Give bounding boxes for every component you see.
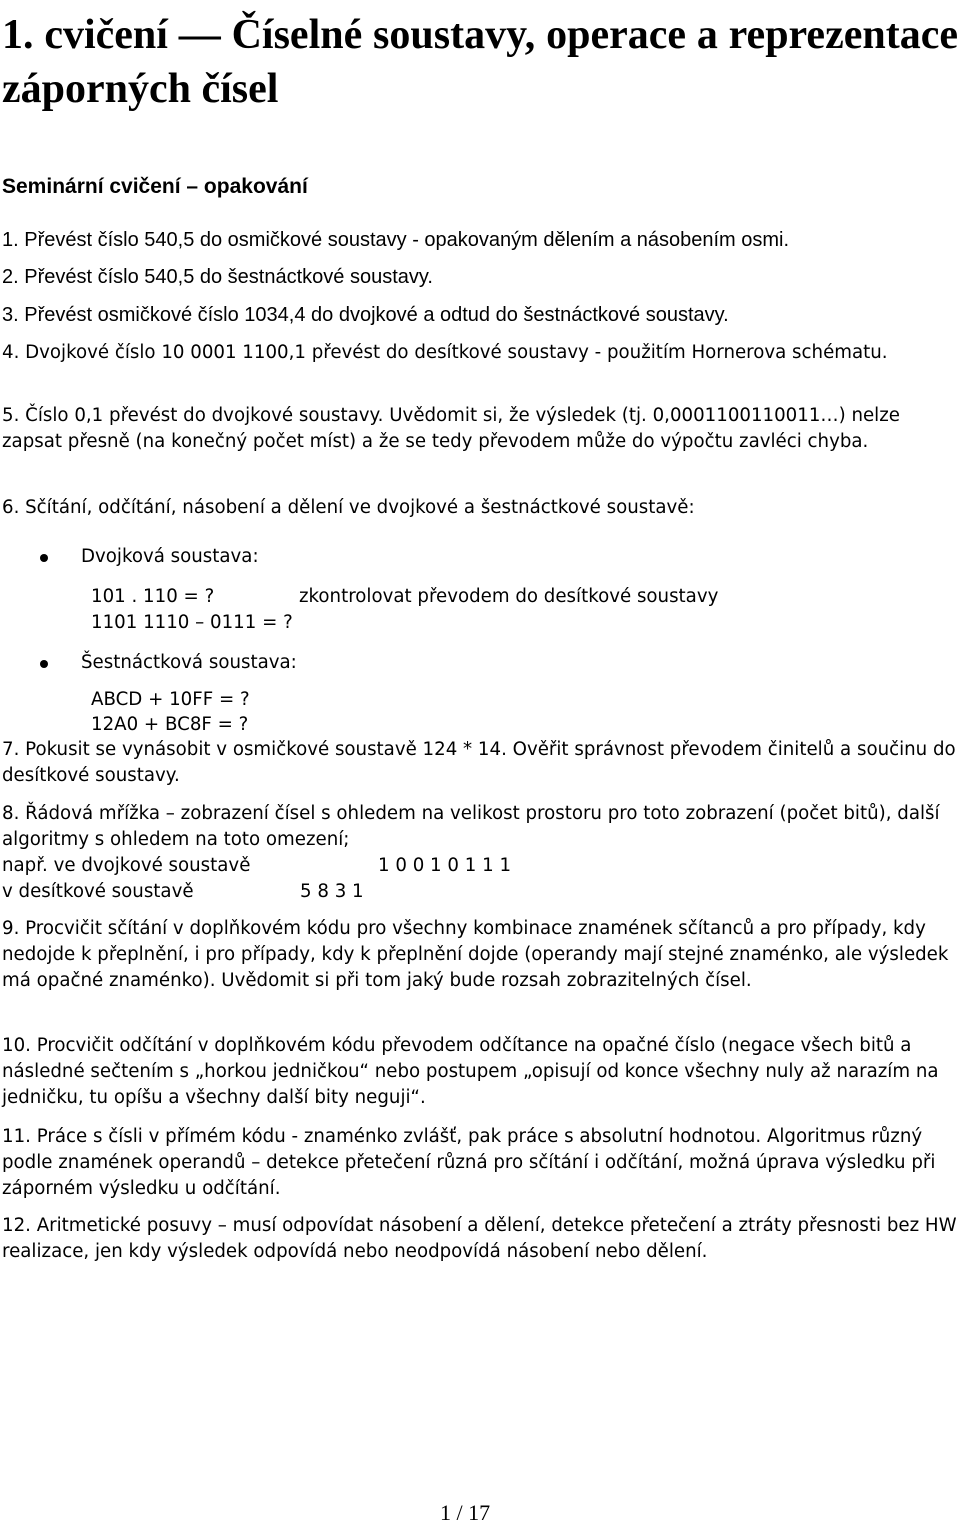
bullet-icon xyxy=(40,660,48,668)
binary-example-2: 1101 1110 – 0111 = ? xyxy=(91,612,293,633)
hex-example-1: ABCD + 10FF = ? xyxy=(91,689,250,710)
task-4: 4. Dvojkové číslo 10 0001 1100,1 převést do desítkové soustavy - použitím Hornerova schématu. xyxy=(2,342,888,363)
task-8: 8. Řádová mřížka – zobrazení čísel s ohledem na velikost prostoru pro toto zobrazení (počet bitů), další algoritmy s ohledem na toto omezení; xyxy=(2,803,940,850)
grid-decimal-value: 5 8 3 1 xyxy=(300,881,364,902)
grid-binary-label: např. ve dvojkové soustavě xyxy=(2,855,251,876)
hex-label: Šestnáctková soustava: xyxy=(81,652,297,673)
task-9: 9. Procvičit sčítání v doplňkovém kódu pro všechny kombinace znamének sčítanců a pro případy, kdy nedojde k přeplnění, i pro případy, kdy k přeplnění dojde (operandy mají stejné znaménko, ale výsledek má opačné znaménko). Uvědomit si při tom jaký bude rozsah zobrazitelných čísel. xyxy=(2,918,949,991)
binary-example-1: 101 . 110 = ? xyxy=(91,586,215,607)
bullet-icon xyxy=(40,554,48,562)
grid-binary-value: 1 0 0 1 0 1 1 1 xyxy=(378,855,512,876)
binary-label: Dvojková soustava: xyxy=(81,546,259,567)
hex-example-2: 12A0 + BC8F = ? xyxy=(91,714,249,735)
binary-example-1-note: zkontrolovat převodem do desítkové soustavy xyxy=(299,586,719,607)
task-1: 1. Převést číslo 540,5 do osmičkové soustavy - opakovaným dělením a násobením osmi. xyxy=(2,229,790,251)
task-10: 10. Procvičit odčítání v doplňkovém kódu převodem odčítance na opačné číslo (negace všech bitů a následné sečtením s „horkou jedničkou“ nebo postupem „opisují od konce všechny nuly až narazím na jedničku, tu opíšu a všechny další bity neguji“. xyxy=(2,1035,939,1108)
task-11: 11. Práce s čísli v přímém kódu - znaménko zvlášť, pak práce s absolutní hodnotou. Algoritmus různý podle znamének operandů – detekce přetečení různá pro sčítání i odčítání, možná úprava výsledku při záporném výsledku u odčítání. xyxy=(2,1126,936,1199)
document-title: 1. cvičení — Číselné soustavy, operace a reprezentace záporných čísel xyxy=(2,12,958,112)
task-2: 2. Převést číslo 540,5 do šestnáctkové soustavy. xyxy=(2,266,433,288)
task-12: 12. Aritmetické posuvy – musí odpovídat násobení a dělení, detekce přetečení a ztráty přesnosti bez HW realizace, jen kdy výsledek odpovídá nebo neodpovídá násobení nebo dělení. xyxy=(2,1215,957,1262)
task-6: 6. Sčítání, odčítání, násobení a dělení ve dvojkové a šestnáctkové soustavě: xyxy=(2,497,695,518)
page-number: 1 / 17 xyxy=(440,1500,491,1525)
grid-decimal-label: v desítkové soustavě xyxy=(2,881,194,902)
task-5: 5. Číslo 0,1 převést do dvojkové soustavy. Uvědomit si, že výsledek (tj. 0,0001100110011…) nelze zapsat přesně (na konečný počet míst) a že se tedy převodem může do výpočtu zavléci chyba. xyxy=(2,405,900,452)
section-subtitle: Seminární cvičení – opakování xyxy=(2,175,308,198)
task-7: 7. Pokusit se vynásobit v osmičkové soustavě 124 * 14. Ověřit správnost převodem činitelů a součinu do desítkové soustavy. xyxy=(2,739,956,786)
task-3: 3. Převést osmičkové číslo 1034,4 do dvojkové a odtud do šestnáctkové soustavy. xyxy=(2,304,729,326)
